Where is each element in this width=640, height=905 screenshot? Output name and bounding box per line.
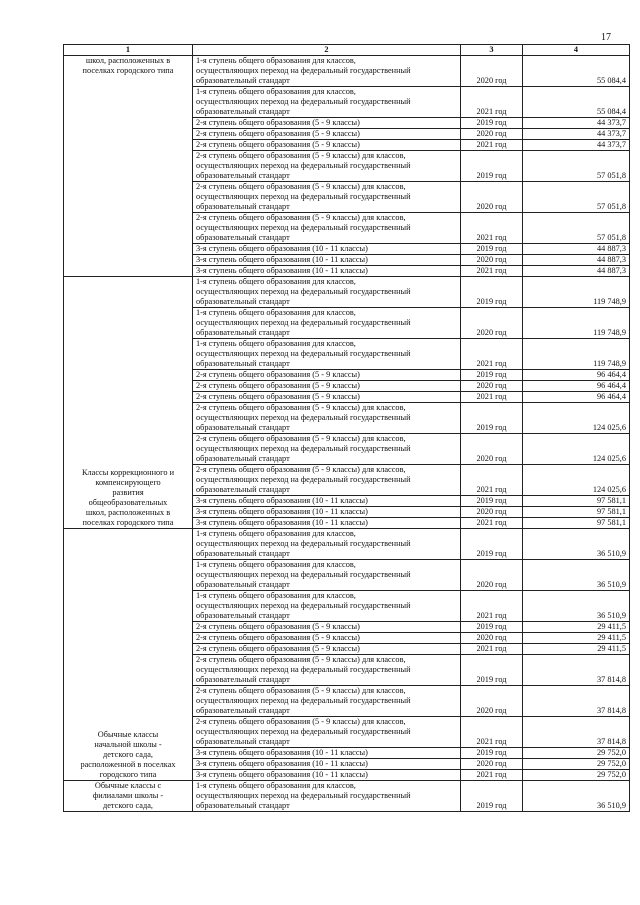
education-level-line: образовательный стандарт — [196, 297, 290, 306]
education-level-line: образовательный стандарт — [196, 454, 290, 463]
education-level-line: 3-я ступень общего образования (10 - 11 классы) — [196, 507, 368, 516]
year-cell: 2021 год — [461, 266, 523, 277]
education-level-line: 2-я ступень общего образования (5 - 9 классы) для классов, — [196, 151, 406, 160]
education-level-line: 2-я ступень общего образования (5 - 9 классы) — [196, 140, 360, 149]
year-cell: 2019 год — [461, 655, 523, 686]
education-level-cell — [193, 465, 461, 496]
year-cell: 2020 год — [461, 182, 523, 213]
institution-type-line: городского типа — [99, 770, 157, 779]
norm-value-cell: 57 051,8 — [523, 182, 630, 213]
education-level-line: осуществляющих переход на федеральный государственный — [196, 696, 411, 705]
institution-type-line: детского сада, — [103, 750, 153, 759]
year-cell: 2019 год — [461, 403, 523, 434]
education-level-line: образовательный стандарт — [196, 737, 290, 746]
norm-value-cell: 119 748,9 — [523, 277, 630, 308]
year-cell: 2019 год — [461, 118, 523, 129]
education-level-cell — [193, 496, 461, 507]
education-level-line: 2-я ступень общего образования (5 - 9 классы) — [196, 129, 360, 138]
education-level-line: образовательный стандарт — [196, 171, 290, 180]
education-level-line: образовательный стандарт — [196, 801, 290, 810]
year-cell: 2020 год — [461, 308, 523, 339]
education-level-cell — [193, 529, 461, 560]
institution-type-line: детского сада, — [103, 801, 153, 810]
year-cell: 2020 год — [461, 129, 523, 140]
column-number-4: 4 — [523, 45, 630, 56]
institution-type-line: школ, расположенных в — [85, 56, 171, 65]
institution-type-line: Классы коррекционного и — [81, 468, 175, 477]
year-cell: 2020 год — [461, 381, 523, 392]
institution-type-line: развития — [112, 488, 144, 497]
column-number-row — [64, 45, 630, 56]
column-number-2: 2 — [193, 45, 461, 56]
norm-value-cell: 29 411,5 — [523, 633, 630, 644]
education-level-cell — [193, 244, 461, 255]
education-level-line: 1-я ступень общего образования для классов, — [196, 339, 356, 348]
education-level-cell — [193, 118, 461, 129]
education-level-line: осуществляющих переход на федеральный государственный — [196, 475, 411, 484]
education-level-line: 1-я ступень общего образования для классов, — [196, 56, 356, 65]
education-level-line: образовательный стандарт — [196, 359, 290, 368]
education-level-line: осуществляющих переход на федеральный государственный — [196, 318, 411, 327]
year-cell: 2019 год — [461, 781, 523, 812]
year-cell: 2020 год — [461, 560, 523, 591]
education-level-line: 2-я ступень общего образования (5 - 9 классы) — [196, 381, 360, 390]
education-level-line: 1-я ступень общего образования для классов, — [196, 529, 356, 538]
education-level-line: осуществляющих переход на федеральный государственный — [196, 601, 411, 610]
year-cell: 2019 год — [461, 370, 523, 381]
institution-type-line: начальной школы - — [94, 740, 162, 749]
education-level-cell — [193, 591, 461, 622]
norm-value-cell: 29 411,5 — [523, 644, 630, 655]
year-cell: 2020 год — [461, 507, 523, 518]
year-cell: 2020 год — [461, 686, 523, 717]
education-level-cell — [193, 748, 461, 759]
year-cell: 2021 год — [461, 518, 523, 529]
norm-value-cell: 96 464,4 — [523, 392, 630, 403]
year-cell: 2021 год — [461, 770, 523, 781]
institution-type-cell — [64, 529, 193, 781]
education-level-cell — [193, 759, 461, 770]
education-level-cell — [193, 622, 461, 633]
norm-value-cell: 44 373,7 — [523, 129, 630, 140]
education-level-line: 2-я ступень общего образования (5 - 9 классы) — [196, 633, 360, 642]
education-level-line: образовательный стандарт — [196, 675, 290, 684]
norm-value-cell: 55 084,4 — [523, 56, 630, 87]
year-cell: 2019 год — [461, 529, 523, 560]
education-level-line: образовательный стандарт — [196, 611, 290, 620]
education-level-line: 3-я ступень общего образования (10 - 11 классы) — [196, 518, 368, 527]
education-level-line: осуществляющих переход на федеральный государственный — [196, 539, 411, 548]
education-level-line: образовательный стандарт — [196, 706, 290, 715]
education-level-line: осуществляющих переход на федеральный государственный — [196, 223, 411, 232]
education-level-line: 2-я ступень общего образования (5 - 9 классы) для классов, — [196, 403, 406, 412]
norm-value-cell: 37 814,8 — [523, 686, 630, 717]
year-cell: 2019 год — [461, 622, 523, 633]
year-cell: 2021 год — [461, 339, 523, 370]
education-level-cell — [193, 140, 461, 151]
norm-value-cell: 29 752,0 — [523, 748, 630, 759]
norm-value-cell: 119 748,9 — [523, 308, 630, 339]
education-level-line: 2-я ступень общего образования (5 - 9 классы) — [196, 622, 360, 631]
education-level-cell — [193, 770, 461, 781]
education-level-line: осуществляющих переход на федеральный государственный — [196, 349, 411, 358]
education-level-cell — [193, 434, 461, 465]
institution-type-cell — [64, 781, 193, 812]
education-level-cell — [193, 129, 461, 140]
education-level-line: 2-я ступень общего образования (5 - 9 классы) для классов, — [196, 717, 406, 726]
table-row — [64, 277, 630, 308]
education-level-cell — [193, 213, 461, 244]
year-cell: 2021 год — [461, 213, 523, 244]
institution-type-line: Обычные классы — [97, 730, 159, 739]
education-level-cell — [193, 308, 461, 339]
year-cell: 2019 год — [461, 244, 523, 255]
education-level-cell — [193, 560, 461, 591]
norm-value-cell: 44 887,3 — [523, 244, 630, 255]
education-level-cell — [193, 381, 461, 392]
education-level-cell — [193, 151, 461, 182]
education-level-line: осуществляющих переход на федеральный государственный — [196, 192, 411, 201]
norm-value-cell: 44 373,7 — [523, 140, 630, 151]
education-level-line: 2-я ступень общего образования (5 - 9 классы) для классов, — [196, 182, 406, 191]
education-level-cell — [193, 655, 461, 686]
education-level-line: 3-я ступень общего образования (10 - 11 классы) — [196, 759, 368, 768]
education-level-line: 2-я ступень общего образования (5 - 9 классы) — [196, 644, 360, 653]
institution-type-line: компенсирующего — [95, 478, 161, 487]
education-level-line: образовательный стандарт — [196, 202, 290, 211]
education-level-line: 3-я ступень общего образования (10 - 11 классы) — [196, 496, 368, 505]
year-cell: 2021 год — [461, 392, 523, 403]
norm-value-cell: 37 814,8 — [523, 655, 630, 686]
education-level-cell — [193, 717, 461, 748]
education-level-line: 3-я ступень общего образования (10 - 11 классы) — [196, 244, 368, 253]
education-level-cell — [193, 87, 461, 118]
education-level-line: 2-я ступень общего образования (5 - 9 классы) для классов, — [196, 655, 406, 664]
education-level-cell — [193, 686, 461, 717]
norm-value-cell: 57 051,8 — [523, 213, 630, 244]
year-cell: 2020 год — [461, 56, 523, 87]
education-level-line: осуществляющих переход на федеральный государственный — [196, 665, 411, 674]
norm-value-cell: 96 464,4 — [523, 381, 630, 392]
year-cell: 2019 год — [461, 748, 523, 759]
norm-value-cell: 57 051,8 — [523, 151, 630, 182]
year-cell: 2019 год — [461, 277, 523, 308]
education-level-line: 2-я ступень общего образования (5 - 9 классы) для классов, — [196, 213, 406, 222]
education-level-line: осуществляющих переход на федеральный государственный — [196, 570, 411, 579]
table-body — [64, 56, 630, 812]
education-level-line: 1-я ступень общего образования для классов, — [196, 277, 356, 286]
education-level-cell — [193, 370, 461, 381]
education-level-line: образовательный стандарт — [196, 107, 290, 116]
year-cell: 2019 год — [461, 151, 523, 182]
tariff-table — [63, 44, 630, 812]
education-level-line: образовательный стандарт — [196, 549, 290, 558]
education-level-line: осуществляющих переход на федеральный государственный — [196, 161, 411, 170]
education-level-cell — [193, 392, 461, 403]
education-level-line: образовательный стандарт — [196, 580, 290, 589]
norm-value-cell: 36 510,9 — [523, 591, 630, 622]
education-level-cell — [193, 266, 461, 277]
institution-type-line: поселках городского типа — [82, 66, 174, 75]
table-row — [64, 781, 630, 812]
norm-value-cell: 36 510,9 — [523, 529, 630, 560]
education-level-line: образовательный стандарт — [196, 328, 290, 337]
education-level-line: 1-я ступень общего образования для классов, — [196, 87, 356, 96]
education-level-line: 2-я ступень общего образования (5 - 9 классы) для классов, — [196, 465, 406, 474]
page-number: 17 — [601, 32, 611, 43]
education-level-line: 2-я ступень общего образования (5 - 9 классы) для классов, — [196, 686, 406, 695]
education-level-cell — [193, 56, 461, 87]
education-level-line: осуществляющих переход на федеральный государственный — [196, 791, 411, 800]
education-level-cell — [193, 339, 461, 370]
norm-value-cell: 44 887,3 — [523, 255, 630, 266]
institution-type-cell — [64, 277, 193, 529]
norm-value-cell: 119 748,9 — [523, 339, 630, 370]
year-cell: 2020 год — [461, 633, 523, 644]
year-cell: 2021 год — [461, 717, 523, 748]
column-number-3: 3 — [461, 45, 523, 56]
education-level-cell — [193, 182, 461, 213]
education-level-line: образовательный стандарт — [196, 76, 290, 85]
institution-type-line: общеобразовательных — [88, 498, 168, 507]
education-level-cell — [193, 277, 461, 308]
education-level-line: 3-я ступень общего образования (10 - 11 классы) — [196, 748, 368, 757]
education-level-cell — [193, 507, 461, 518]
education-level-line: 3-я ступень общего образования (10 - 11 классы) — [196, 770, 368, 779]
norm-value-cell: 124 025,6 — [523, 465, 630, 496]
year-cell: 2021 год — [461, 140, 523, 151]
institution-type-line: расположенной в поселках — [80, 760, 176, 769]
institution-type-line: Обычные классы с — [94, 781, 162, 790]
norm-value-cell: 29 752,0 — [523, 759, 630, 770]
education-level-cell — [193, 781, 461, 812]
norm-value-cell: 37 814,8 — [523, 717, 630, 748]
education-level-line: 3-я ступень общего образования (10 - 11 классы) — [196, 266, 368, 275]
education-level-line: осуществляющих переход на федеральный государственный — [196, 97, 411, 106]
norm-value-cell: 55 084,4 — [523, 87, 630, 118]
norm-value-cell: 97 581,1 — [523, 518, 630, 529]
education-level-line: осуществляющих переход на федеральный государственный — [196, 66, 411, 75]
year-cell: 2021 год — [461, 591, 523, 622]
year-cell: 2021 год — [461, 465, 523, 496]
education-level-line: осуществляющих переход на федеральный государственный — [196, 287, 411, 296]
education-level-cell — [193, 518, 461, 529]
education-level-line: 2-я ступень общего образования (5 - 9 классы) — [196, 370, 360, 379]
institution-type-line: филиалами школы - — [92, 791, 164, 800]
year-cell: 2019 год — [461, 496, 523, 507]
education-level-cell — [193, 633, 461, 644]
table-row — [64, 529, 630, 560]
institution-type-cell — [64, 56, 193, 277]
institution-type-line: поселках городского типа — [82, 518, 174, 527]
year-cell: 2020 год — [461, 759, 523, 770]
education-level-line: образовательный стандарт — [196, 485, 290, 494]
table-row — [64, 56, 630, 87]
institution-type-line: школ, расположенных в — [85, 508, 171, 517]
norm-value-cell: 124 025,6 — [523, 434, 630, 465]
education-level-line: 2-я ступень общего образования (5 - 9 классы) для классов, — [196, 434, 406, 443]
education-level-line: осуществляющих переход на федеральный государственный — [196, 727, 411, 736]
education-level-line: 1-я ступень общего образования для классов, — [196, 308, 356, 317]
norm-value-cell: 96 464,4 — [523, 370, 630, 381]
norm-value-cell: 97 581,1 — [523, 507, 630, 518]
year-cell: 2020 год — [461, 434, 523, 465]
norm-value-cell: 44 373,7 — [523, 118, 630, 129]
education-level-line: 2-я ступень общего образования (5 - 9 классы) — [196, 118, 360, 127]
education-level-cell — [193, 403, 461, 434]
education-level-line: образовательный стандарт — [196, 423, 290, 432]
education-level-line: 1-я ступень общего образования для классов, — [196, 781, 356, 790]
education-level-line: 2-я ступень общего образования (5 - 9 классы) — [196, 392, 360, 401]
year-cell: 2021 год — [461, 87, 523, 118]
year-cell: 2020 год — [461, 255, 523, 266]
column-number-1: 1 — [64, 45, 193, 56]
norm-value-cell: 97 581,1 — [523, 496, 630, 507]
education-level-cell — [193, 644, 461, 655]
education-level-line: образовательный стандарт — [196, 233, 290, 242]
norm-value-cell: 124 025,6 — [523, 403, 630, 434]
norm-value-cell: 44 887,3 — [523, 266, 630, 277]
norm-value-cell: 29 411,5 — [523, 622, 630, 633]
education-level-cell — [193, 255, 461, 266]
norm-value-cell: 36 510,9 — [523, 560, 630, 591]
education-level-line: осуществляющих переход на федеральный государственный — [196, 413, 411, 422]
year-cell: 2021 год — [461, 644, 523, 655]
education-level-line: 1-я ступень общего образования для классов, — [196, 591, 356, 600]
education-level-line: осуществляющих переход на федеральный государственный — [196, 444, 411, 453]
education-level-line: 3-я ступень общего образования (10 - 11 классы) — [196, 255, 368, 264]
norm-value-cell: 29 752,0 — [523, 770, 630, 781]
norm-value-cell: 36 510,9 — [523, 781, 630, 812]
education-level-line: 1-я ступень общего образования для классов, — [196, 560, 356, 569]
